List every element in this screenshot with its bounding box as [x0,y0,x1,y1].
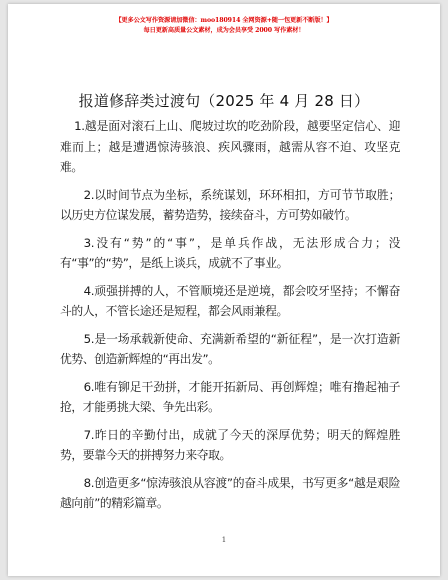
paragraph-2: 2.以时间节点为坐标，系统谋划，环环相扣，方可节节取胜；以历史方位谋发展，蓄势造势，接续奋斗，方可势如破竹。 [60,187,400,222]
paragraph-8: 8.创造更多“惊涛骇浪从容渡”的奋斗成果，书写更多“越是艰险越向前”的精彩篇章。 [60,475,400,510]
document-page [8,4,440,576]
page-number: 1 [221,536,227,544]
paragraph-5: 5.是一场承载新使命、充满新希望的“新征程”，是一次打造新优势、创造新辉煌的“再出发”。 [60,331,400,366]
paragraph-6: 6.唯有铆足干劲拼，才能开拓新局、再创辉煌；唯有撸起袖子抢，才能勇挑大梁、争先出彩。 [60,379,400,414]
document-body [60,116,400,521]
promo-banner-line-1: 【更多公文写作资源请加微信：moo180914 全网资源+随一包更新不断版！】 [115,17,333,24]
promo-banner [8,16,440,36]
paragraph-7: 7.昨日的辛勤付出，成就了今天的深厚优势；明天的辉煌胜势，要靠今天的拼搏努力来夺取。 [60,427,400,462]
paragraph-3: 3.没有“势”的“事”，是单兵作战，无法形成合力；没有“事”的“势”，是纸上谈兵，成就不了事业。 [60,235,400,270]
paragraph-1: 1.越是面对滚石上山、爬坡过坎的吃劲阶段，越要坚定信心、迎难而上；越是遭遇惊涛骇浪、疾风骤雨，越需从容不迫、攻坚克难。 [60,119,400,174]
document-title: 报道修辞类过渡句（2025 年 4 月 28 日） [78,92,370,110]
promo-banner-line-2: 每日更新高质量公文素材，成为会员享受 2000 写作素材！ [143,27,305,34]
paragraph-4: 4.顽强拼搏的人，不管顺境还是逆境，都会咬牙坚持；不懈奋斗的人，不管长途还是短程，都会风雨兼程。 [60,283,400,318]
